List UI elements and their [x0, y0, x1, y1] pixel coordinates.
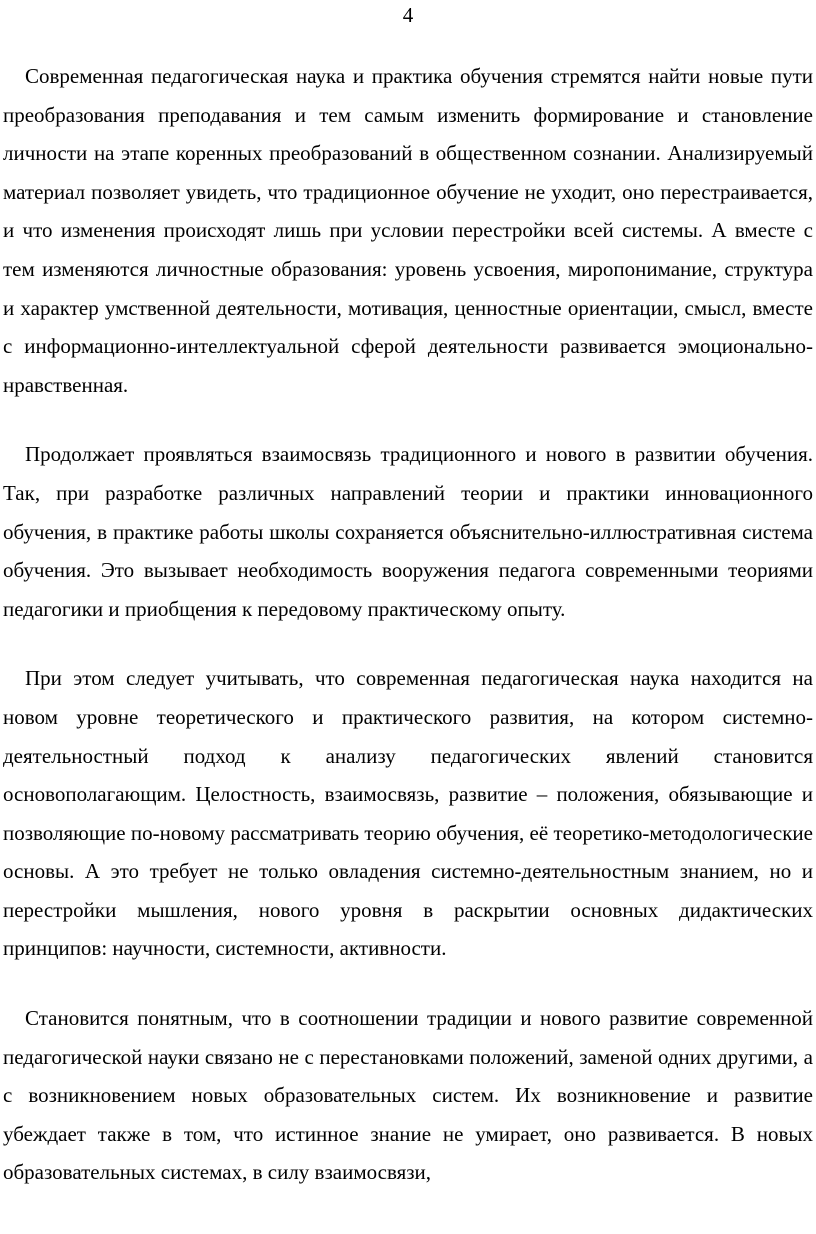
- page-number: 4: [402, 3, 414, 27]
- paragraph-3: При этом следует учитывать, что современная педагогическая наука находится на новом уровне теоретического и практического развития, на котором системно-деятельностный подход к анализу педагогических явлений становится основополагающим. Целостность, взаимосвязь, развитие – положения, обязывающие и позволяющие по-новому рассматривать теорию обучения, её теоретико-методологические основы. А это требует не только овладения системно-деятельностным знанием, но и перестройки мышления, нового уровня в раскрытии основных дидактических принципов: научности, системности, активности.: [3, 666, 813, 961]
- paragraph-1: Современная педагогическая наука и практика обучения стремятся найти новые пути преобразования преподавания и тем самым изменить формирование и становление личности на этапе коренных преобразований в общественном сознании. Анализируемый материал позволяет увидеть, что традиционное обучение не уходит, оно перестраивается, и что изменения происходят лишь при условии перестройки всей системы. А вместе с тем изменяются личностные образования: уровень усвоения, миропонимание, структура и характер умственной деятельности, мотивация, ценностные ориентации, смысл, вместе с информационно-интеллектуальной сферой деятельности развивается эмоционально-нравственная.: [3, 64, 813, 397]
- paragraph-2: Продолжает проявляться взаимосвязь традиционного и нового в развитии обучения. Так, при разработке различных направлений теории и практики инновационного обучения, в практике работы школы сохраняется объяснительно-иллюстративная система обучения. Это вызывает необходимость вооружения педагога современными теориями педагогики и приобщения к передовому практическому опыту.: [3, 442, 813, 621]
- paragraph-4: Становится понятным, что в соотношении традиции и нового развитие современной педагогической науки связано не с перестановками положений, заменой одних другими, а с возникновением новых образовательных систем. Их возникновение и развитие убеждает также в том, что истинное знание не умирает, оно развивается. В новых образовательных системах, в силу взаимосвязи,: [3, 1006, 813, 1185]
- body-text: [3, 57, 813, 1192]
